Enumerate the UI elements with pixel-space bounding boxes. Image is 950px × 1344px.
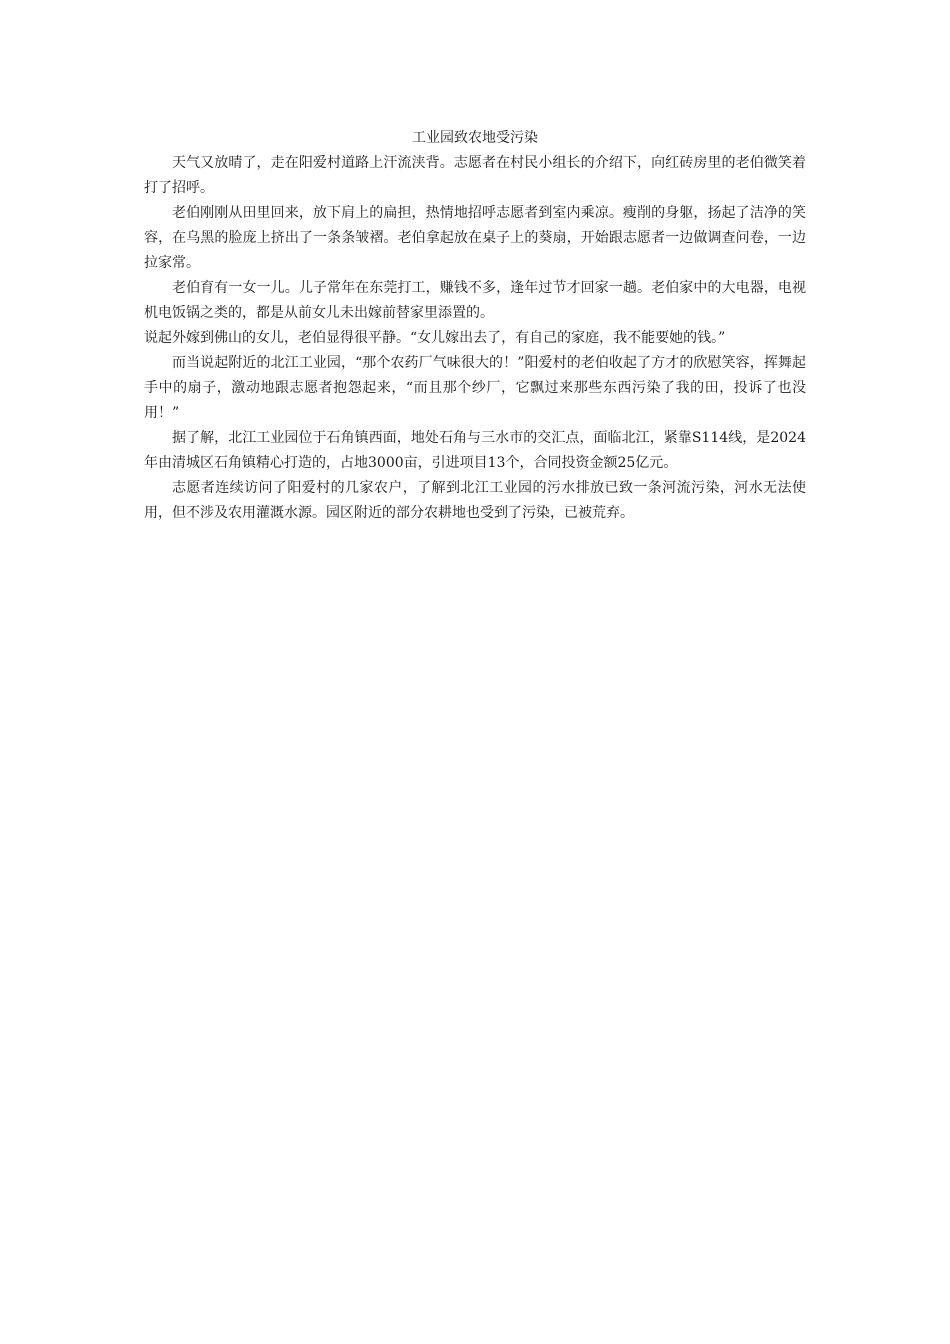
paragraph-3: 老伯育有一女一儿。儿子常年在东莞打工，赚钱不多，逢年过节才回家一趟。老伯家中的大电器，电视机电饭锅之类的，都是从前女儿未出嫁前替家里添置的。	[144, 280, 806, 321]
paragraph-7: 志愿者连续访问了阳爱村的几家农户，了解到北江工业园的污水排放已致一条河流污染，河水无法使用，但不涉及农用灌溉水源。园区附近的部分农耕地也受到了污染，已被荒弃。	[144, 480, 806, 521]
paragraph-5: 而当说起附近的北江工业园，“那个农药厂气味很大的！”阳爱村的老伯收起了方才的欣慰笑容，挥舞起手中的扇子，激动地跟志愿者抱怨起来，“而且那个纱厂，它飘过来那些东西污染了我的田，投诉了也没用！”	[144, 355, 806, 421]
paragraph-2: 老伯刚刚从田里回来，放下肩上的扁担，热情地招呼志愿者到室内乘凉。瘦削的身躯，扬起了洁净的笑容，在乌黑的脸庞上挤出了一条条皱褶。老伯拿起放在桌子上的葵扇，开始跟志愿者一边做调查问卷，一边拉家常。	[144, 205, 806, 271]
document-title: 工业园致农地受污染	[412, 130, 538, 146]
paragraph-1: 天气又放晴了，走在阳爱村道路上汗流浃背。志愿者在村民小组长的介绍下，向红砖房里的老伯微笑着打了招呼。	[144, 155, 806, 196]
paragraph-6: 据了解，北江工业园位于石角镇西面，地处石角与三水市的交汇点，面临北江，紧靠S114线，是2024年由清城区石角镇精心打造的，占地3000亩，引进项目13个，合同投资金额25亿元。	[144, 430, 806, 471]
paragraph-4: 说起外嫁到佛山的女儿，老伯显得很平静。“女儿嫁出去了，有自己的家庭，我不能要她的钱。”	[144, 330, 726, 346]
document-body	[144, 126, 806, 526]
